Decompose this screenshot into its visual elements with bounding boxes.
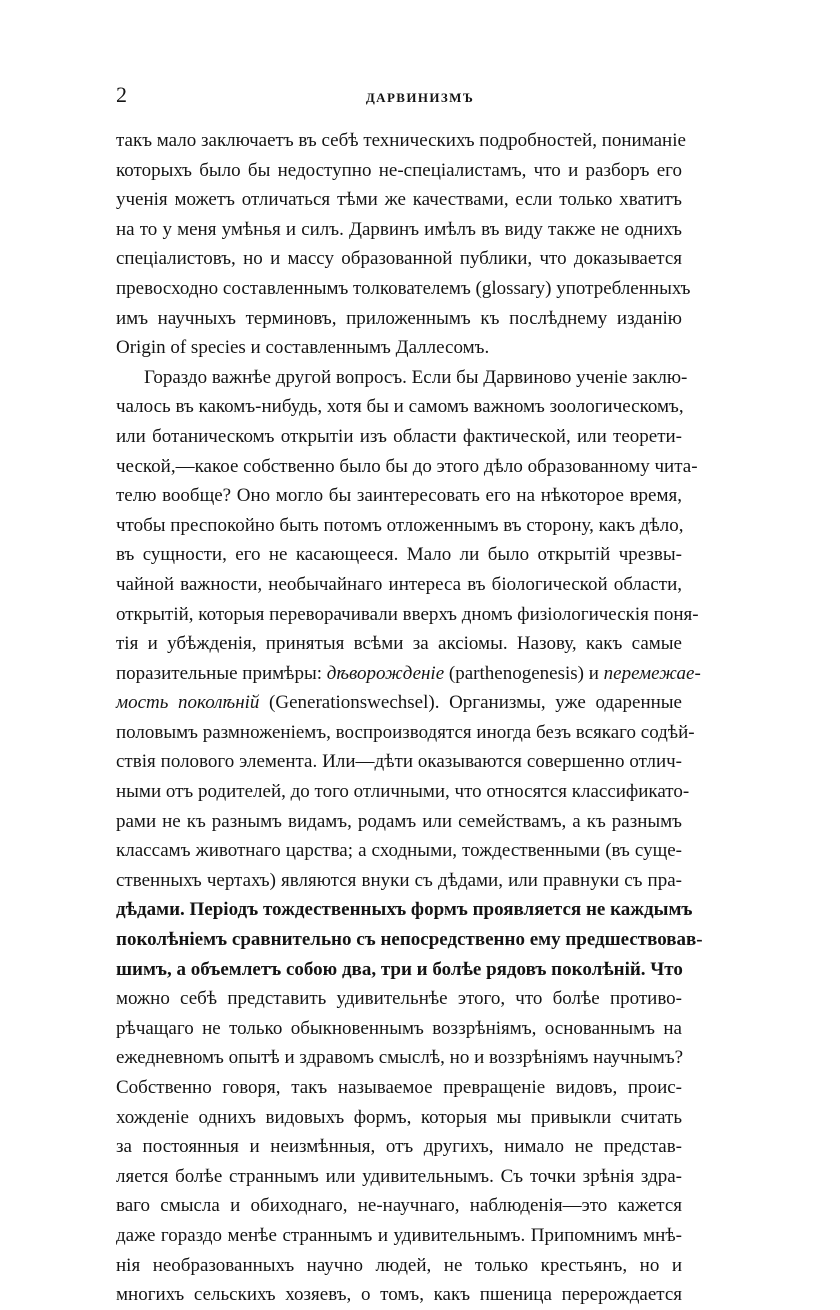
text-line: открытій, которыя переворачивали вверхъ дномъ физіологическія поня- xyxy=(116,603,699,625)
text-line xyxy=(116,688,682,718)
text-line: телю вообще? Оно могло бы заинтересовать его на нѣкоторое время, xyxy=(116,485,682,507)
text-line: поколѣніемъ сравнительно съ непосредственно ему предшествовав- xyxy=(116,929,703,951)
text-line: ными отъ родителей, до того отличными, что относятся классификато- xyxy=(116,781,690,803)
body-text xyxy=(116,126,703,1310)
text-line: нія необразованныхъ научно людей, не только крестьянъ, но и xyxy=(116,1254,682,1276)
italic-term: мость поколѣній xyxy=(116,692,260,714)
italic-term: дѣворожденіе xyxy=(326,662,445,684)
text-line: спеціалистовъ, но и массу образованной публики, что доказывается xyxy=(116,248,682,270)
text-line: хожденіе однихъ видовыхъ формъ, которыя мы привыкли считать xyxy=(116,1106,682,1128)
text-line: даже гораздо менѣе страннымъ и удивительнымъ. Припомнимъ мнѣ- xyxy=(116,1224,682,1246)
text-line: ческой,—какое собственно было бы до этого дѣло образованному чита- xyxy=(116,455,698,477)
text-segment: (parthenogenesis) и xyxy=(444,662,604,684)
text-line: на то у меня умѣнья и силъ. Дарвинъ имѣлъ въ виду также не однихъ xyxy=(116,218,682,240)
text-line: многихъ сельскихъ хозяевъ, о томъ, какъ пшеница перерождается xyxy=(116,1284,682,1306)
text-line: чтобы преспокойно быть потомъ отложеннымъ въ сторону, какъ дѣло, xyxy=(116,514,684,536)
text-line: рѣчащаго не только обыкновеннымъ воззрѣніямъ, основаннымъ на xyxy=(116,1017,682,1039)
page-number: 2 xyxy=(116,82,127,107)
running-title: ДАРВИНИЗМЪ xyxy=(365,90,475,105)
text-line: чалось въ какомъ-нибудь, хотя бы и самомъ важномъ зоологическомъ, xyxy=(116,396,684,418)
text-line: рами не къ разнымъ видамъ, родамъ или семействамъ, а къ разнымъ xyxy=(116,810,682,832)
text-line: имъ научныхъ терминовъ, приложеннымъ къ послѣднему изданію xyxy=(116,307,682,329)
paragraph-start-line: Гораздо важнѣе другой вопросъ. Если бы Дарвиново ученіе заклю- xyxy=(144,366,688,388)
text-line: ученія можетъ отличаться тѣми же качествами, если только хватитъ xyxy=(116,189,682,211)
text-line: классамъ животнаго царства; а сходными, тождественными (въ суще- xyxy=(116,840,682,862)
text-line: шимъ, а объемлетъ собою два, три и болѣе рядовъ поколѣній. Что xyxy=(116,958,683,980)
text-line xyxy=(116,659,701,689)
text-line: Собственно говоря, такъ называемое превращеніе видовъ, проис- xyxy=(116,1077,682,1098)
text-line: половымъ размноженіемъ, воспроизводятся иногда безъ всякаго содѣй- xyxy=(116,721,695,743)
text-line: ежедневномъ опытѣ и здравомъ смыслѣ, но и воззрѣніямъ научнымъ? xyxy=(116,1047,684,1069)
text-line: за постоянныя и неизмѣнныя, отъ другихъ, нимало не представ- xyxy=(116,1136,682,1158)
text-line: дѣдами. Періодъ тождественныхъ формъ проявляется не каждымъ xyxy=(116,899,693,921)
italic-term: перемежае- xyxy=(603,662,701,684)
text-line: которыхъ было бы недоступно не-спеціалистамъ, что и разборъ его xyxy=(116,159,682,181)
text-line: или ботаническомъ открытіи изъ области фактической, или теорети- xyxy=(116,425,682,447)
text-line: въ сущности, его не касающееся. Мало ли было открытій чрезвы- xyxy=(116,544,682,566)
text-line: превосходно составленнымъ толкователемъ (glossary) употребленныхъ xyxy=(116,277,691,299)
text-line: Origin of species и составленнымъ Даллесомъ. xyxy=(116,337,490,359)
text-line: чайной важности, необычайнаго интереса въ біологической области, xyxy=(116,573,682,595)
text-line: ствія полового элемента. Или—дѣти оказываются совершенно отлич- xyxy=(116,751,682,773)
text-line: можно себѣ представить удивительнѣе этого, что болѣе противо- xyxy=(116,988,682,1010)
text-segment: поразительные примѣры: xyxy=(116,662,327,684)
text-line: такъ мало заключаетъ въ себѣ техническихъ подробностей, пониманіе xyxy=(116,130,686,151)
text-segment: (Generationswechsel). Организмы, уже одаренные xyxy=(259,692,682,714)
text-line: ваго смысла и обиходнаго, не-научнаго, наблюденія—это кажется xyxy=(116,1195,682,1217)
text-line: ляется болѣе страннымъ или удивительнымъ. Съ точки зрѣнія здра- xyxy=(116,1165,682,1187)
text-line: ственныхъ чертахъ) являются внуки съ дѣдами, или правнуки съ пра- xyxy=(116,869,682,891)
text-line: тія и убѣжденія, принятыя всѣми за аксіомы. Назову, какъ самые xyxy=(116,633,682,655)
